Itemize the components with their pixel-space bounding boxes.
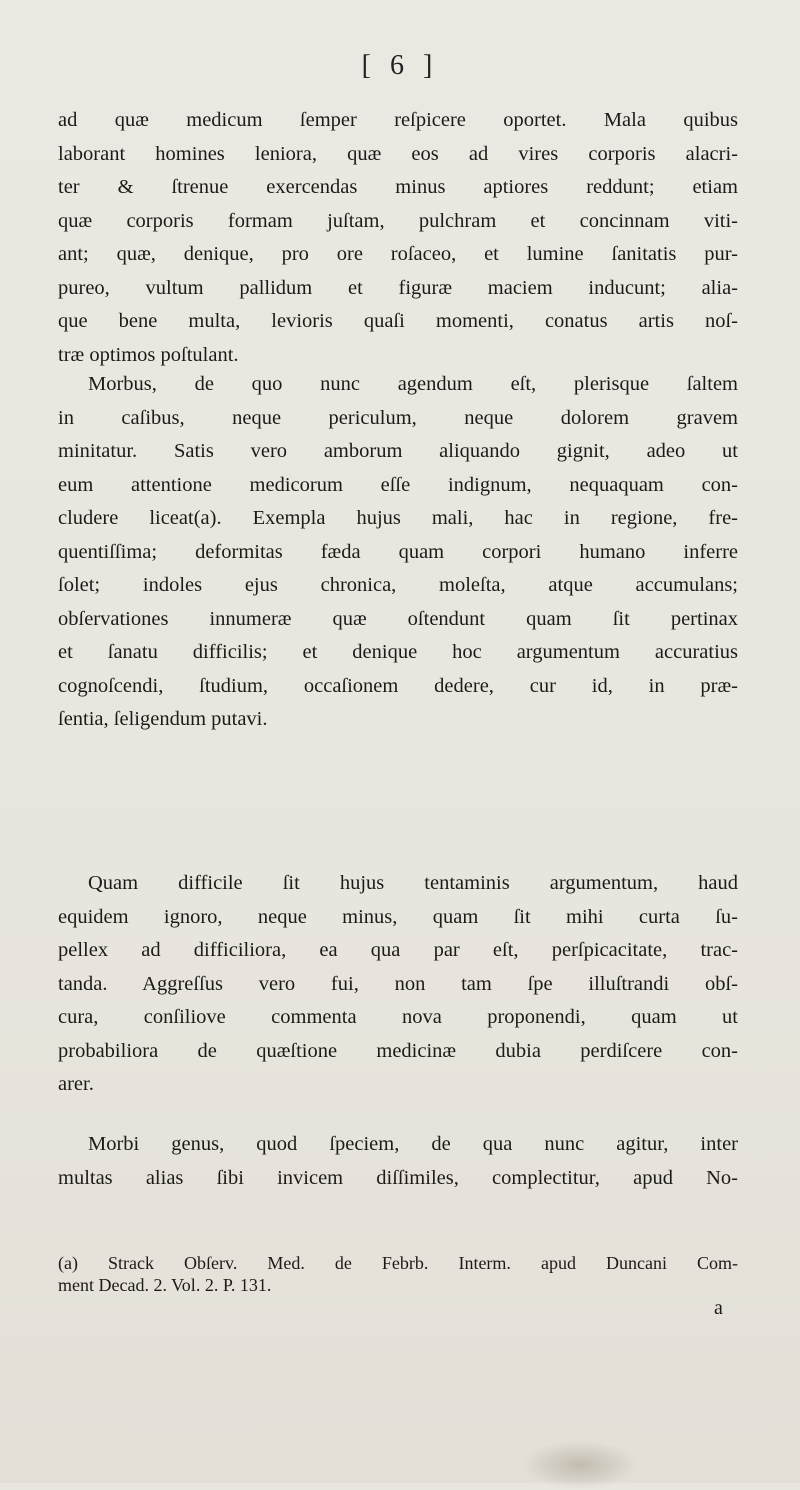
footnote xyxy=(58,1252,738,1296)
text-line: in caſibus, neque periculum, neque dolorem gravem xyxy=(58,406,738,429)
text-line: tanda. Aggreſſus vero fui, non tam ſpe illuſtrandi obſ- xyxy=(58,972,738,995)
text-line: træ optimos poſtulant. xyxy=(58,343,239,366)
text-line: equidem ignoro, neque minus, quam ſit mihi curta ſu- xyxy=(58,905,738,928)
text-line: pureo, vultum pallidum et figuræ maciem inducunt; alia- xyxy=(58,276,738,299)
text-line: laborant homines leniora, quæ eos ad vires corporis alacri- xyxy=(58,142,738,165)
text-line: et ſanatu difficilis; et denique hoc argumentum accuratius xyxy=(58,641,738,663)
text-line: ſentia, ſeligendum putavi. xyxy=(58,708,268,730)
paragraph-3 xyxy=(58,867,738,1102)
text-line: probabiliora de quæſtione medicinæ dubia perdiſcere con- xyxy=(58,1039,738,1062)
footnote-line: ment Decad. 2. Vol. 2. P. 131. xyxy=(58,1275,272,1295)
text-line: que bene multa, levioris quaſi momenti, conatus artis noſ- xyxy=(58,310,738,332)
text-line: quentiſſima; deformitas fæda quam corpori humano inferre xyxy=(58,540,738,563)
text-line: ad quæ medicum ſemper reſpicere oportet. Mala quibus xyxy=(58,109,738,131)
text-line: ant; quæ, denique, pro ore roſaceo, et lumine ſanitatis pur- xyxy=(58,243,738,265)
text-line: Quam difficile ſit hujus tentaminis argumentum, haud xyxy=(88,872,738,894)
paragraph-1 xyxy=(58,104,738,372)
text-line: ſolet; indoles ejus chronica, moleſta, atque accumulans; xyxy=(58,574,738,596)
paragraph-4 xyxy=(58,1128,738,1195)
text-line: arer. xyxy=(58,1073,94,1095)
signature-mark: a xyxy=(714,1297,723,1319)
text-line: obſervationes innumeræ quæ oſtendunt quam ſit pertinax xyxy=(58,607,738,630)
text-line: multas alias ſibi invicem diſſimiles, complectitur, apud No- xyxy=(58,1166,738,1189)
text-line: cognoſcendi, ſtudium, occaſionem dedere, cur id, in præ- xyxy=(58,674,738,697)
text-line: Morbi genus, quod ſpeciem, de qua nunc agitur, inter xyxy=(88,1133,738,1155)
text-line: Morbus, de quo nunc agendum eſt, plerisque ſaltem xyxy=(88,373,738,395)
text-line: ter & ſtrenue exercendas minus aptiores reddunt; etiam xyxy=(58,176,738,198)
paragraph-2 xyxy=(58,368,738,737)
text-line: pellex ad difficiliora, ea qua par eſt, perſpicacitate, trac- xyxy=(58,939,738,961)
footnote-line: (a) Strack Obſerv. Med. de Febrb. Interm. apud Duncani Com- xyxy=(58,1253,738,1273)
page-number-header: [ 6 ] xyxy=(361,50,439,81)
text-line: eum attentione medicorum eſſe indignum, nequaquam con- xyxy=(58,473,738,496)
text-line: quæ corporis formam juſtam, pulchram et concinnam viti- xyxy=(58,209,738,232)
text-line: cura, conſiliove commenta nova proponendi, quam ut xyxy=(58,1006,738,1028)
text-line: cludere liceat(a). Exempla hujus mali, hac in regione, fre- xyxy=(58,507,738,529)
text-line: minitatur. Satis vero amborum aliquando gignit, adeo ut xyxy=(58,440,738,462)
